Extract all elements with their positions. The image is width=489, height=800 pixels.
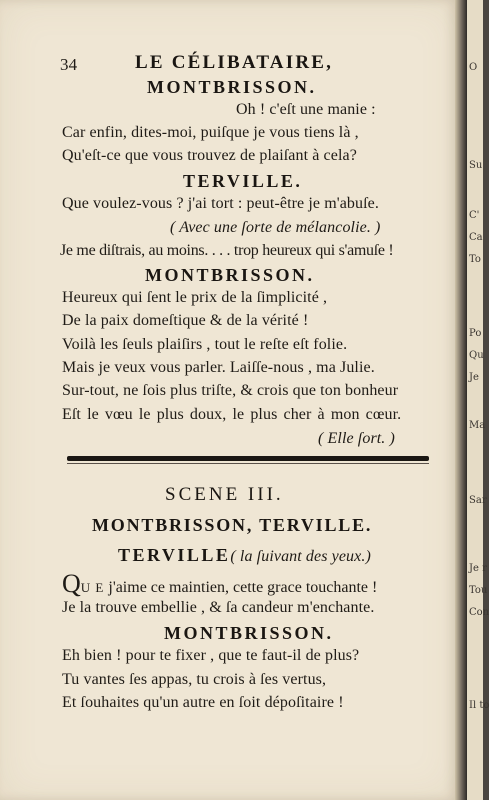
speaker-name: TERVILLE. — [183, 171, 303, 191]
next-page-fragment: Tou — [469, 585, 488, 596]
verse-line: Tu vantes ſes appas, tu crois à ſes vertus, — [62, 671, 327, 688]
speaker-name: MONTBRISSON. — [164, 623, 334, 643]
running-title: LE CÉLIBATAIRE, — [135, 52, 334, 73]
verse-line: Voilà les ſeuls plaiſirs , tout le reſte eſt folie. — [62, 336, 348, 353]
verse-line: Qu'eſt-ce que vous trouvez de plaiſant à cela? — [62, 147, 357, 164]
verse-line: QU E j'aime ce maintien, cette grace touchante ! — [62, 569, 378, 598]
scene-characters: MONTBRISSON, TERVILLE. — [92, 515, 373, 535]
speaker-name: MONTBRISSON. — [147, 77, 317, 97]
stage-direction: ( la ſuivant des yeux.) — [230, 548, 371, 565]
verse-line: Je la trouve embellie , & ſa candeur m'enchante. — [62, 599, 375, 616]
verse-line: De la paix domeſtique & de la vérité ! — [62, 312, 309, 329]
next-page-fragment: Il to — [469, 700, 489, 711]
next-page-fragment: Con — [469, 607, 489, 618]
next-page-fragment: C' — [469, 210, 480, 221]
verse-line: Car enfin, dites-moi, puiſque je vous tiens là , — [62, 124, 359, 141]
next-page-edge — [467, 0, 486, 800]
scene-title: SCENE III. — [165, 484, 284, 505]
next-page-fragment: To — [469, 254, 481, 265]
book-spine — [455, 0, 467, 800]
next-page-fragment: Sar — [469, 495, 487, 506]
drop-cap: Q — [62, 569, 81, 598]
verse-line: Heureux qui ſent le prix de la ſimplicité , — [62, 289, 328, 306]
next-page-fragment: Je r — [469, 563, 487, 574]
next-page-fragment: Po — [469, 328, 482, 339]
next-page-fragment: Ca — [469, 232, 483, 243]
scene-speaker-line — [118, 545, 371, 566]
speaker-name: TERVILLE — [118, 545, 231, 565]
verse-line: Mais je veux vous parler. Laiſſe-nous , ma Julie. — [62, 359, 375, 376]
next-page-fragment: Ma — [469, 420, 486, 431]
next-page-fragment: Su — [469, 160, 483, 171]
next-page-fragment: Je — [469, 372, 479, 383]
stage-direction: ( Elle ſort. ) — [318, 430, 395, 447]
next-page-fragment: Qu — [469, 350, 484, 361]
verse-line: Et ſouhaites qu'un autre en ſoit dépoſitaire ! — [62, 694, 344, 711]
verse-line: Sur-tout, ne ſois plus triſte, & crois que ton bonheur — [62, 382, 399, 399]
verse-line: Que voulez-vous ? j'ai tort : peut-être je m'abuſe. — [62, 195, 379, 212]
verse-line: Oh ! c'eſt une manie : — [236, 101, 376, 118]
small-caps: U E — [80, 580, 105, 595]
stage-direction: ( Avec une ſorte de mélancolie. ) — [170, 219, 381, 236]
next-page-fragment: O — [469, 62, 478, 73]
verse-line: Je me diſtrais, au moins. . . . trop heureux qui s'amuſe ! — [60, 242, 394, 259]
page-number: 34 — [60, 55, 78, 74]
scene-divider-rule — [67, 456, 429, 461]
verse-line: Eh bien ! pour te fixer , que te faut-il de plus? — [62, 647, 360, 664]
speaker-name: MONTBRISSON. — [145, 265, 315, 285]
verse-line: Eſt le vœu le plus doux, le plus cher à mon cœur. — [62, 406, 402, 423]
